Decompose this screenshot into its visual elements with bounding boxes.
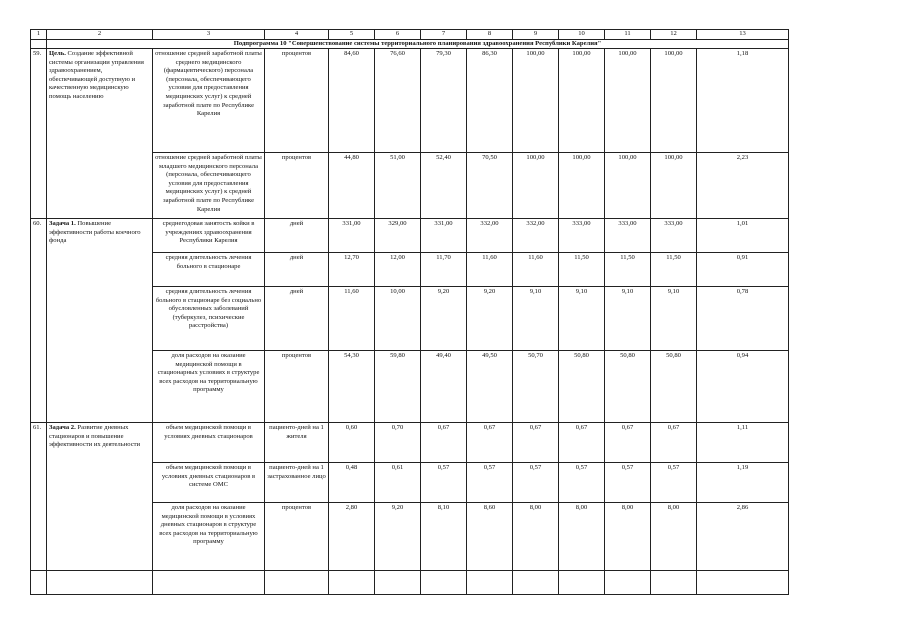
column-number: 1: [31, 30, 47, 40]
indicators-table: [30, 29, 789, 595]
indicator-value: 8,60: [467, 503, 513, 571]
indicator-unit: дней: [265, 287, 329, 351]
indicator-value: 100,00: [605, 153, 651, 219]
indicator-value: 0,91: [697, 253, 789, 287]
indicator-value: 79,30: [421, 49, 467, 153]
indicator-value: 49,50: [467, 351, 513, 423]
indicator-value: 0,94: [697, 351, 789, 423]
indicator-name: объем медицинской помощи в условиях дневных стационаров: [153, 423, 265, 463]
indicator-value: 0,57: [651, 463, 697, 503]
indicator-unit: дней: [265, 253, 329, 287]
indicator-value: 0,70: [375, 423, 421, 463]
subprogram-title: Подпрограмма 10 "Совершенствование системы территориального планирования здравоохранения Республики Карелия": [47, 39, 789, 49]
indicator-unit: процентов: [265, 49, 329, 153]
indicator-value: 1,19: [697, 463, 789, 503]
table-row: [31, 571, 789, 595]
goal-text: Создание эффективной системы организации управления здравоохранением, обеспечивающей доступную и качественную медицинскую помощь населению: [49, 50, 144, 100]
indicator-value: 11,50: [605, 253, 651, 287]
indicator-value: 331,00: [421, 219, 467, 253]
indicator-value: 50,70: [513, 351, 559, 423]
indicator-value: 11,50: [651, 253, 697, 287]
indicator-value: 100,00: [605, 49, 651, 153]
indicator-value: 8,10: [421, 503, 467, 571]
column-number: 6: [375, 30, 421, 40]
indicator-unit: дней: [265, 219, 329, 253]
column-number: 4: [265, 30, 329, 40]
indicator-value: 332,00: [513, 219, 559, 253]
indicator-value: 9,10: [513, 287, 559, 351]
table-row: [31, 423, 789, 463]
indicator-value: 12,70: [329, 253, 375, 287]
column-numbers-row: [31, 30, 789, 40]
indicator-value: 9,20: [375, 503, 421, 571]
indicator-value: 0,67: [467, 423, 513, 463]
indicator-name: отношение средней заработной платы среднего медицинского (фармацевтического) персонала (персонала, обеспечивающего условия для предоставления медицинских услуг) к средней заработной плате по Республике Карелия: [153, 49, 265, 153]
indicator-value: 1,11: [697, 423, 789, 463]
row-number: 61.: [31, 423, 47, 571]
goal-cell: [47, 423, 153, 571]
indicator-value: 0,57: [467, 463, 513, 503]
column-number: 5: [329, 30, 375, 40]
column-number: 9: [513, 30, 559, 40]
indicator-value: 332,00: [467, 219, 513, 253]
indicator-value: 1,01: [697, 219, 789, 253]
indicator-value: 0,61: [375, 463, 421, 503]
table-row: [31, 219, 789, 253]
indicator-value: 100,00: [559, 49, 605, 153]
goal-cell: [47, 49, 153, 219]
indicator-value: 86,30: [467, 49, 513, 153]
column-number: 10: [559, 30, 605, 40]
column-number: 11: [605, 30, 651, 40]
indicator-value: 8,00: [513, 503, 559, 571]
indicator-value: 100,00: [513, 153, 559, 219]
indicator-name: доля расходов на оказание медицинской помощи в условиях дневных стационаров в структуре всех расходов на территориальную программу: [153, 503, 265, 571]
indicator-value: 0,67: [651, 423, 697, 463]
indicator-value: 0,57: [605, 463, 651, 503]
indicator-value: 0,57: [559, 463, 605, 503]
indicator-value: 9,10: [651, 287, 697, 351]
indicator-name: средняя длительность лечения больного в стационаре: [153, 253, 265, 287]
column-number: 12: [651, 30, 697, 40]
indicator-value: 11,60: [467, 253, 513, 287]
indicator-unit: процентов: [265, 351, 329, 423]
indicator-value: 12,00: [375, 253, 421, 287]
indicator-value: 11,50: [559, 253, 605, 287]
indicator-value: 1,18: [697, 49, 789, 153]
table-row: [31, 49, 789, 153]
indicator-value: 0,67: [513, 423, 559, 463]
indicator-value: 9,20: [467, 287, 513, 351]
indicator-value: 50,80: [651, 351, 697, 423]
indicator-value: 0,48: [329, 463, 375, 503]
indicator-value: 0,67: [605, 423, 651, 463]
indicator-value: 8,00: [605, 503, 651, 571]
indicator-value: 333,00: [605, 219, 651, 253]
goal-text: Развитие дневных стационаров и повышение эффективности их деятельности: [49, 424, 141, 449]
indicator-value: 0,67: [421, 423, 467, 463]
indicator-value: 0,57: [421, 463, 467, 503]
indicator-value: 54,30: [329, 351, 375, 423]
indicator-value: 50,80: [605, 351, 651, 423]
indicator-value: 0,60: [329, 423, 375, 463]
indicator-name: доля расходов на оказание медицинской помощи в стационарных условиях в структуре всех расходов на территориальную программу: [153, 351, 265, 423]
indicator-value: 8,00: [651, 503, 697, 571]
indicator-value: 100,00: [559, 153, 605, 219]
indicator-value: 333,00: [651, 219, 697, 253]
indicator-unit: процентов: [265, 153, 329, 219]
indicator-value: 9,10: [605, 287, 651, 351]
indicator-name: средняя длительность лечения больного в стационаре без социально обусловленных заболеваний (туберкулез, психические расстройства): [153, 287, 265, 351]
column-number: 7: [421, 30, 467, 40]
indicator-name: среднегодовая занятость койки в учреждениях здравоохранения Республики Карелия: [153, 219, 265, 253]
goal-label: Задача 1.: [49, 220, 76, 228]
indicator-value: 10,00: [375, 287, 421, 351]
indicator-value: 2,80: [329, 503, 375, 571]
column-number: 13: [697, 30, 789, 40]
goal-cell: [47, 219, 153, 423]
indicator-unit: процентов: [265, 503, 329, 571]
indicator-value: 50,80: [559, 351, 605, 423]
indicator-value: 52,40: [421, 153, 467, 219]
subprogram-row: [31, 39, 789, 49]
indicator-value: 9,10: [559, 287, 605, 351]
indicator-value: 44,80: [329, 153, 375, 219]
indicator-value: 76,60: [375, 49, 421, 153]
indicator-value: 331,00: [329, 219, 375, 253]
indicator-value: 100,00: [513, 49, 559, 153]
indicator-value: 0,57: [513, 463, 559, 503]
indicator-name: объем медицинской помощи в условиях дневных стационаров в системе ОМС: [153, 463, 265, 503]
column-number: 8: [467, 30, 513, 40]
indicator-value: 59,80: [375, 351, 421, 423]
indicator-value: 329,00: [375, 219, 421, 253]
indicator-value: 70,50: [467, 153, 513, 219]
indicator-value: 0,67: [559, 423, 605, 463]
indicator-unit: пациенто-дней на 1 жителя: [265, 423, 329, 463]
column-number: 2: [47, 30, 153, 40]
indicator-value: 9,20: [421, 287, 467, 351]
row-number: 60.: [31, 219, 47, 423]
indicator-name: отношение средней заработной платы младшего медицинского персонала (персонала, обеспечивающего условия для предоставления медицинских услуг) к средней заработной плате по Республике Карелия: [153, 153, 265, 219]
indicator-unit: пациенто-дней на 1 застрахованное лицо: [265, 463, 329, 503]
indicator-value: 11,60: [329, 287, 375, 351]
indicator-value: 100,00: [651, 153, 697, 219]
indicator-value: 0,78: [697, 287, 789, 351]
column-number: 3: [153, 30, 265, 40]
indicator-value: 8,00: [559, 503, 605, 571]
goal-text: Повышение эффективности работы коечного фонда: [49, 220, 141, 245]
indicator-value: 49,40: [421, 351, 467, 423]
indicator-value: 2,86: [697, 503, 789, 571]
indicator-value: 11,70: [421, 253, 467, 287]
indicator-value: 11,60: [513, 253, 559, 287]
indicator-value: 333,00: [559, 219, 605, 253]
indicator-value: 100,00: [651, 49, 697, 153]
indicator-value: 84,60: [329, 49, 375, 153]
row-number: 59.: [31, 49, 47, 219]
goal-label: Задача 2.: [49, 424, 76, 432]
indicator-value: 2,23: [697, 153, 789, 219]
goal-label: Цель.: [49, 50, 66, 58]
indicator-value: 51,00: [375, 153, 421, 219]
